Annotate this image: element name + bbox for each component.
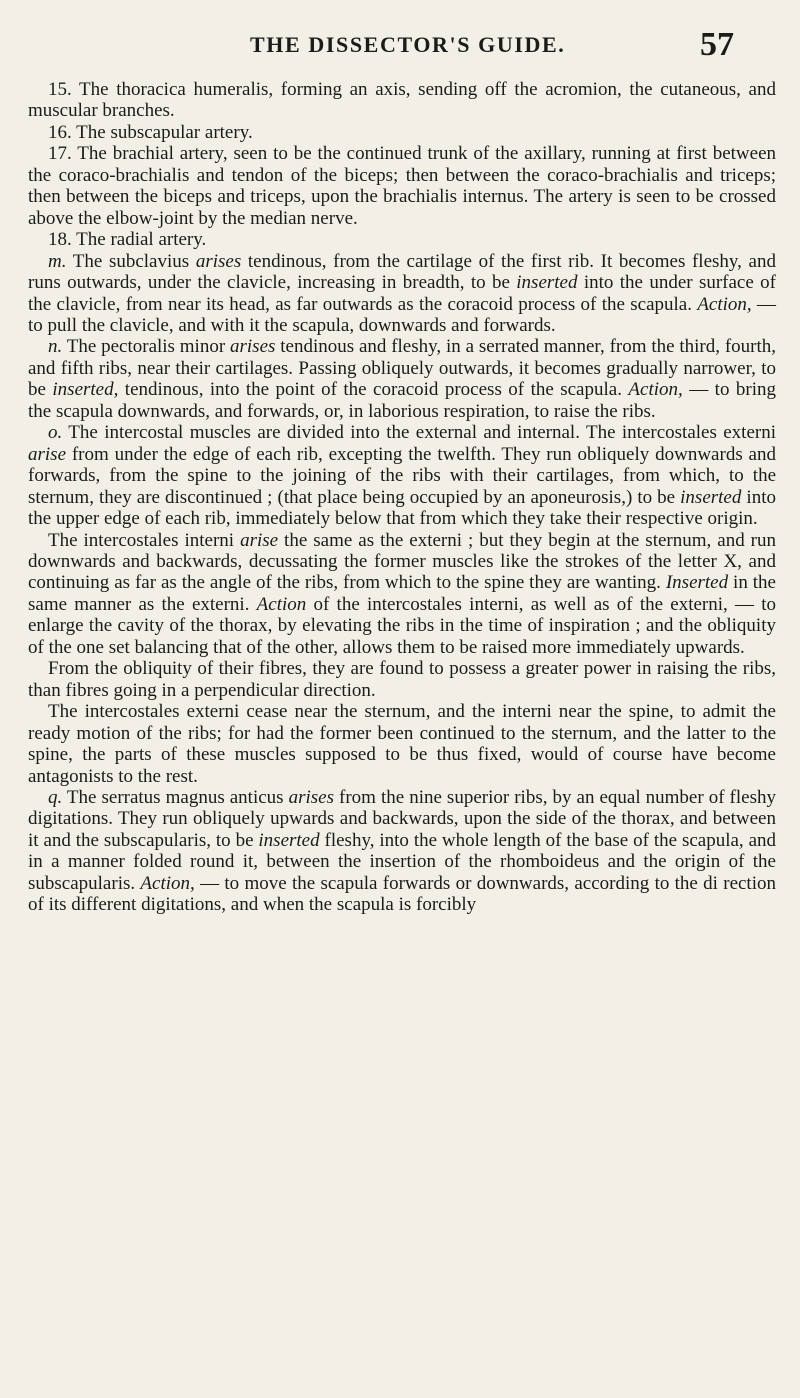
text-run: The intercostales externi cease near the sternum, and the interni near the spine, to admit the ready motion of the ribs; for had the former been continued to the sternum, and the latter to the spine, the parts of these muscles supposed to be thus fixed, would of course have become antagonists to the rest.: [28, 701, 776, 787]
italic-text: arises: [195, 250, 242, 272]
text-run: tendinous and fleshy, in a serrated manner, from the third, fourth, and fifth ribs, near their cartilages. Passing obliquely outwards, it becomes gradually narrower, to be: [28, 336, 777, 401]
paragraph: [28, 658, 776, 701]
italic-text: o.: [48, 422, 63, 444]
text-run: The serratus magnus anticus: [62, 786, 289, 808]
text-run: tendinous, into the point of the coracoid process of the scapula.: [118, 379, 629, 401]
italic-text: arise: [240, 529, 279, 551]
text-run: of the intercostales interni, as well as of the externi, — to enlarge the cavity of the thorax, by elevating the ribs in the time of inspiration ; and the obliquity of the one set balancing that of the other, allows them to be raised more immediately upwards.: [28, 593, 776, 658]
paragraph: [28, 787, 776, 916]
text-run: into the upper edge of each rib, immediately below that from which they take their respective origin.: [28, 486, 776, 530]
italic-text: Inserted: [665, 572, 729, 594]
text-run: in the same manner as the externi.: [28, 572, 776, 615]
italic-text: q.: [48, 786, 63, 808]
paragraph: [28, 143, 776, 229]
running-title: THE DISSECTOR'S GUIDE.: [250, 32, 566, 57]
paragraph: [28, 336, 776, 422]
paragraph: [28, 422, 776, 529]
text-run: 17. The brachial artery, seen to be the continued trunk of the axillary, running at first between the coraco-brachialis and tendon of the biceps; then between the coraco-brachialis and triceps; then between the biceps and triceps, upon the brachialis internus. The artery is seen to be crossed above the elbow-joint by the median nerve.: [28, 143, 776, 229]
italic-text: n.: [48, 336, 63, 358]
paragraph: [28, 701, 776, 787]
text-run: The intercostal muscles are divided into the external and internal. The intercostales externi: [62, 422, 776, 444]
running-head: [0, 26, 800, 70]
paragraph: [28, 122, 776, 143]
text-run: From the obliquity of their fibres, they are found to possess a greater power in raising the ribs, than fibres going in a perpendicular direction.: [28, 658, 776, 701]
italic-text: Action,: [697, 293, 752, 315]
paragraph: [28, 251, 776, 337]
text-run: — to pull the clavicle, and with it the scapula, downwards and forwards.: [28, 293, 777, 336]
paragraph: [28, 530, 776, 659]
paragraph: [28, 79, 776, 122]
text-run: from the nine superior ribs, by an equal number of fleshy digitations. They run obliquely upwards and backwards, upon the side of the thorax, and between it and the subscapularis, to be: [28, 786, 776, 851]
italic-text: Action,: [140, 872, 195, 894]
italic-text: Action: [256, 593, 307, 615]
text-run: — to bring the scapula downwards, and forwards, or, in laborious respiration, to raise the ribs.: [28, 379, 776, 422]
text-run: The subclavius: [66, 250, 196, 272]
text-run: from under the edge of each rib, excepting the twelfth. They run obliquely downwards and forwards, from the spine to the joining of the ribs with their cartilages, from which, to the sternum, they are discontinued ; (that place being occupied by an aponeurosis,) to be: [28, 443, 776, 508]
text-run: fleshy, into the whole length of the base of the scapula, and in a manner folded round it, between the insertion of the rhomboideus and the origin of the subscapularis.: [28, 829, 777, 894]
text-run: into the under surface of the clavicle, from near its head, as far outwards as the coracoid process of the scapula.: [28, 272, 776, 315]
italic-text: inserted: [516, 272, 578, 294]
italic-text: arises: [288, 786, 334, 808]
italic-text: m.: [48, 250, 67, 272]
text-run: 18. The radial artery.: [48, 229, 207, 251]
italic-text: arises: [230, 336, 276, 358]
italic-text: inserted: [680, 486, 742, 508]
text-run: tendinous, from the cartilage of the first rib. It becomes fleshy, and runs outwards, under the clavicle, increasing in breadth, to be: [28, 250, 776, 294]
italic-text: inserted: [258, 829, 320, 851]
text-run: the same as the externi ; but they begin at the sternum, and run downwards and backwards, decussating the former muscles like the strokes of the letter X, and continuing as far as the angle of the ribs, from which to the spine they are wanting.: [28, 529, 776, 594]
italic-text: Action,: [628, 379, 683, 401]
italic-text: inserted,: [52, 379, 119, 401]
paragraph: [28, 229, 776, 250]
text-run: 15. The thoracica humeralis, forming an axis, sending off the acromion, the cutaneous, and muscular branches.: [28, 79, 776, 122]
italic-text: arise: [28, 443, 66, 465]
text-run: 16. The subscapular artery.: [48, 121, 253, 143]
page-number: 57: [700, 26, 734, 63]
text-run: — to move the scapula forwards or downwards, according to the di rection of its different digitations, and when the scapula is forcibly: [28, 872, 776, 916]
text-run: The pectoralis minor: [62, 336, 230, 358]
body-text: [28, 79, 776, 916]
text-run: The intercostales interni: [48, 529, 241, 551]
